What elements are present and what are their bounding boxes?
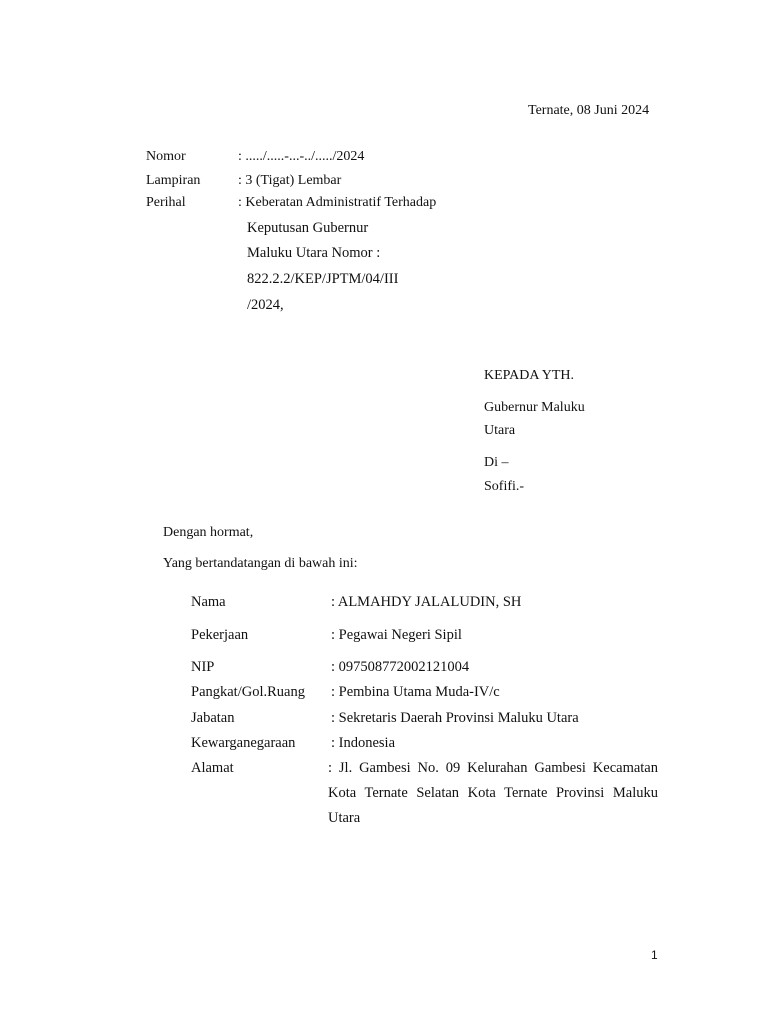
identity-value-alamat-line: Utara	[328, 810, 361, 826]
nomor-label: Nomor	[146, 149, 186, 164]
recipient-name-line: Gubernur Maluku	[484, 400, 585, 415]
greeting: Dengan hormat,	[163, 525, 254, 540]
perihal-value: : Keberatan Administratif Terhadap	[238, 195, 437, 210]
perihal-line: 822.2.2/KEP/JPTM/04/III	[247, 271, 399, 287]
identity-value-nip: : 097508772002121004	[331, 659, 470, 675]
perihal-line: Maluku Utara Nomor :	[247, 245, 381, 261]
identity-value-pekerjaan: : Pegawai Negeri Sipil	[331, 627, 462, 643]
identity-label-pangkat: Pangkat/Gol.Ruang	[191, 684, 305, 700]
identity-label-pekerjaan: Pekerjaan	[191, 627, 249, 643]
lampiran-value: : 3 (Tigat) Lembar	[238, 173, 342, 188]
identity-value-pangkat: : Pembina Utama Muda-IV/c	[331, 684, 500, 700]
perihal-line: /2024,	[247, 297, 284, 313]
identity-value-kewarganegaraan: : Indonesia	[331, 735, 396, 751]
letter-date: Ternate, 08 Juni 2024	[528, 103, 650, 118]
identity-value-alamat-line: : Jl. Gambesi No. 09 Kelurahan Gambesi Kecamatan	[328, 760, 658, 776]
nomor-value: : ...../.....-...-../...../2024	[238, 149, 365, 164]
recipient-heading: KEPADA YTH.	[484, 368, 574, 383]
recipient-di: Di –	[484, 455, 509, 470]
page-number: 1	[651, 948, 658, 962]
recipient-place: Sofifi.-	[484, 479, 525, 494]
identity-value-jabatan: : Sekretaris Daerah Provinsi Maluku Utara	[331, 710, 579, 726]
perihal-label: Perihal	[146, 195, 186, 210]
identity-label-nip: NIP	[191, 659, 215, 675]
identity-label-alamat: Alamat	[191, 760, 234, 776]
perihal-line: Keputusan Gubernur	[247, 220, 369, 236]
identity-label-nama: Nama	[191, 594, 226, 610]
identity-label-kewarganegaraan: Kewarganegaraan	[191, 735, 296, 751]
identity-value-nama: : ALMAHDY JALALUDIN, SH	[331, 594, 522, 610]
lampiran-label: Lampiran	[146, 173, 201, 188]
intro-text: Yang bertandatangan di bawah ini:	[163, 556, 358, 571]
identity-value-alamat-line: Kota Ternate Selatan Kota Ternate Provinsi Maluku	[328, 785, 658, 801]
recipient-name-line: Utara	[484, 423, 516, 438]
identity-label-jabatan: Jabatan	[191, 710, 235, 726]
